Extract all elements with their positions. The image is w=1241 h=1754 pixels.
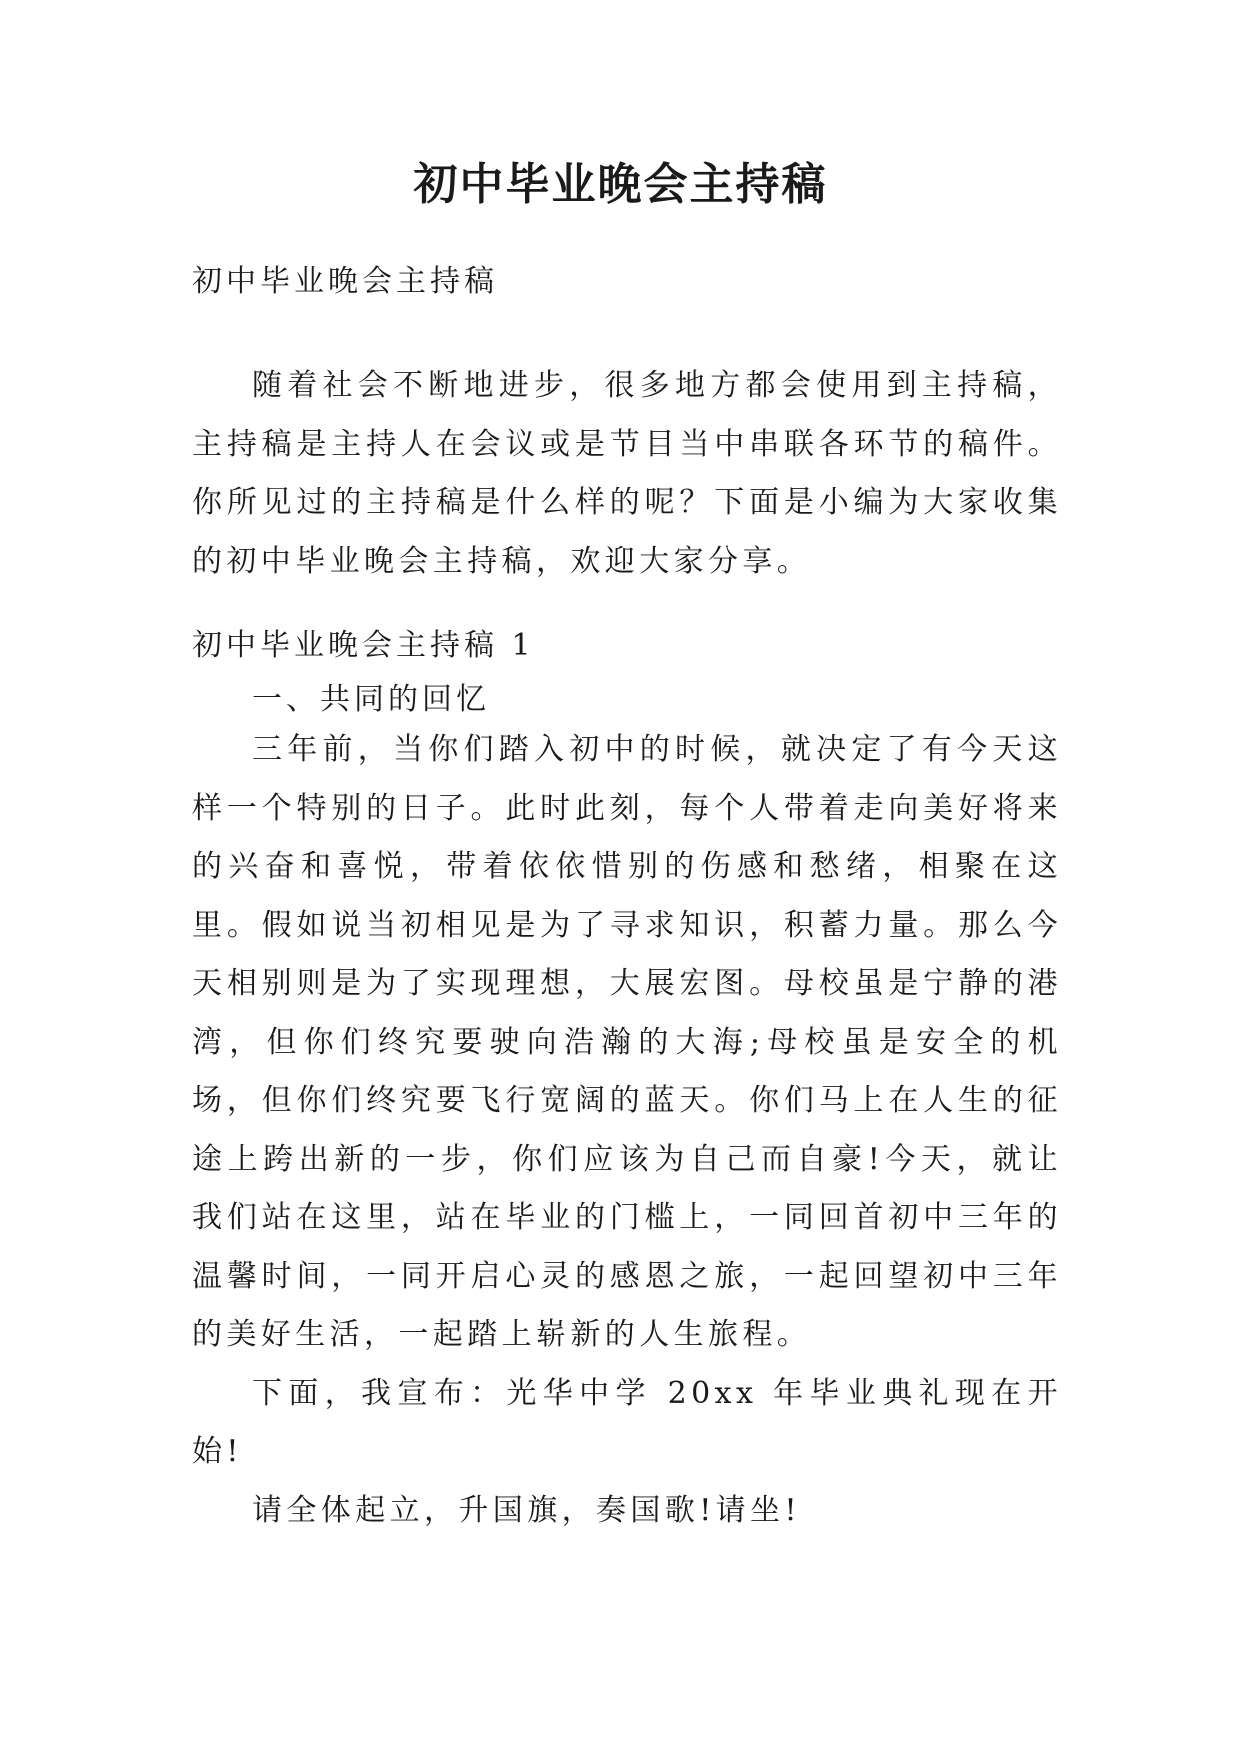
part-heading: 一、共同的回忆	[252, 682, 490, 717]
document-subtitle: 初中毕业晚会主持稿	[192, 264, 498, 299]
announce-paragraph: 下面，我宣布：光华中学 20xx 年毕业典礼现在开始!	[192, 1375, 1062, 1469]
document-title: 初中毕业晚会主持稿	[413, 159, 828, 210]
intro-block	[192, 357, 1062, 591]
intro-paragraph: 随着社会不断地进步，很多地方都会使用到主持稿，主持稿是主持人在会议或是节目当中串联各环节的稿件。你所见过的主持稿是什么样的呢？下面是小编为大家收集的初中毕业晚会主持稿，欢迎大家分享。	[192, 368, 1062, 579]
main-paragraph: 三年前，当你们踏入初中的时候，就决定了有今天这样一个特别的日子。此时此刻，每个人带着走向美好将来的兴奋和喜悦，带着依依惜别的伤感和愁绪，相聚在这里。假如说当初相见是为了寻求知识，积蓄力量。那么今天相别则是为了实现理想，大展宏图。母校虽是宁静的港湾，但你们终究要驶向浩瀚的大海;母校虽是安全的机场，但你们终究要飞行宽阔的蓝天。你们马上在人生的征途上跨出新的一步，你们应该为自己而自豪!今天，就让我们站在这里，站在毕业的门槛上，一同回首初中三年的温馨时间，一同开启心灵的感恩之旅，一起回望初中三年的美好生活，一起踏上崭新的人生旅程。	[192, 732, 1062, 1352]
section-heading: 初中毕业晚会主持稿 1	[192, 628, 535, 663]
main-body-block	[192, 721, 1062, 1540]
anthem-paragraph: 请全体起立，升国旗，奏国歌!请坐!	[252, 1492, 801, 1528]
